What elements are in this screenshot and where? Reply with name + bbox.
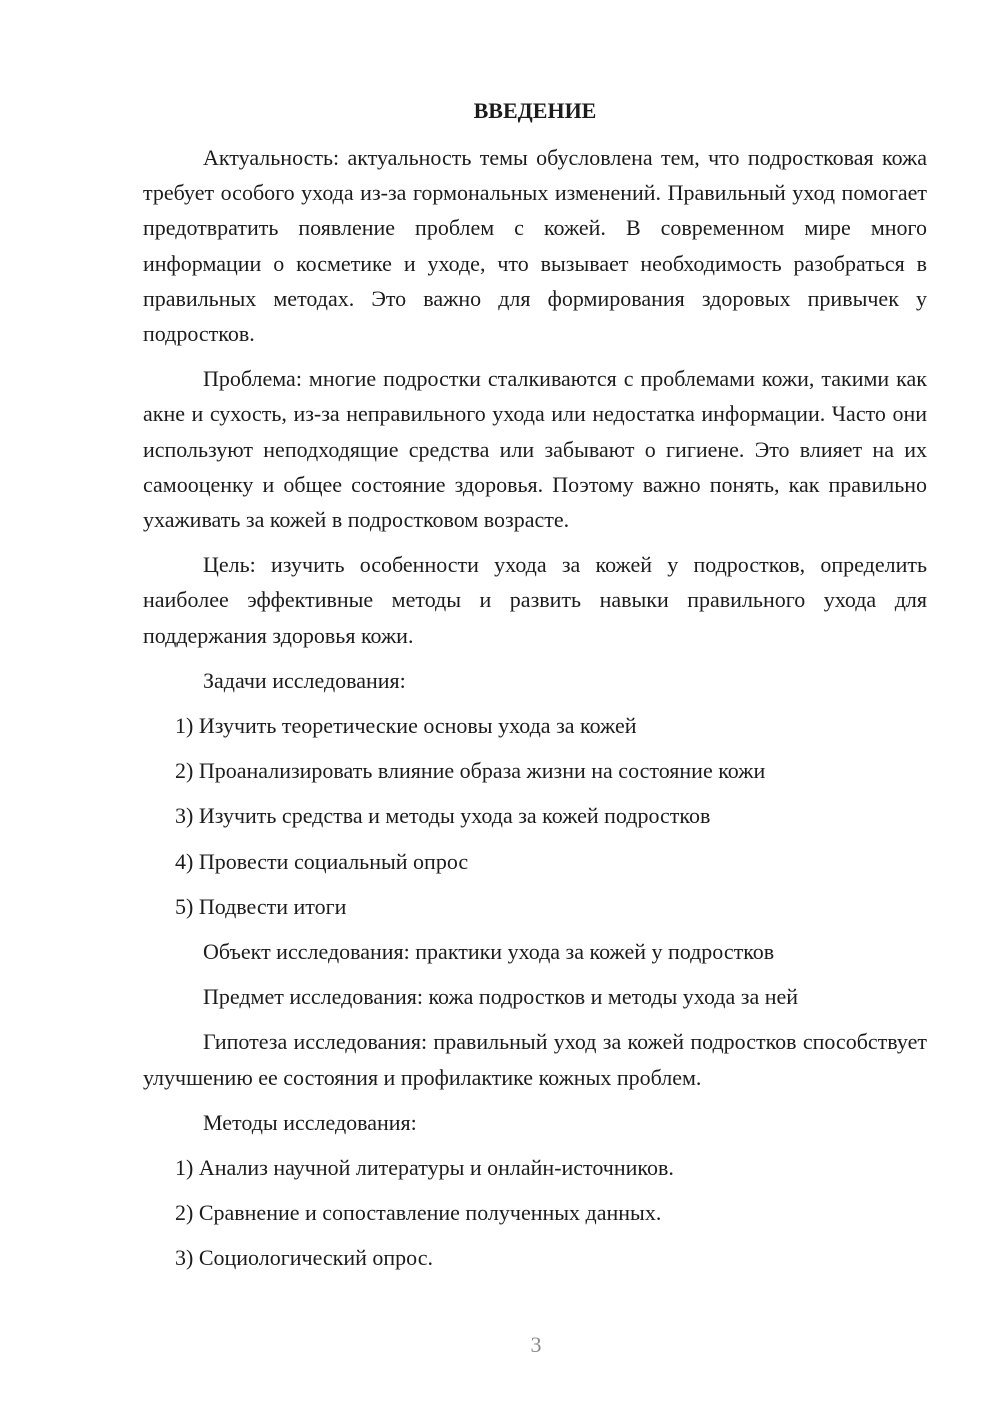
task-item: 5) Подвести итоги <box>175 893 347 919</box>
problem-paragraph: Проблема: многие подростки сталкиваются с проблемами кожи, такими как акне и сухость, из-за неправильного ухода или недостатка информации. Часто они используют неподходящие средства или забывают о гигиене. Это влияет на их самооценку и общее состояние здоровья. Поэтому важно понять, как правильно ухаживать за кожей в подростковом возрасте. <box>143 366 927 533</box>
methods-heading: Методы исследования: <box>203 1109 417 1135</box>
task-item: 3) Изучить средства и методы ухода за кожей подростков <box>175 803 711 829</box>
method-item: 2) Сравнение и сопоставление полученных данных. <box>175 1200 662 1226</box>
object-line: Объект исследования: практики ухода за кожей у подростков <box>203 939 775 965</box>
task-item: 4) Провести социальный опрос <box>175 848 469 874</box>
methods-list <box>143 1150 927 1276</box>
task-item: 2) Проанализировать влияние образа жизни на состояние кожи <box>175 758 766 784</box>
tasks-list <box>143 708 927 924</box>
page-number: 3 <box>530 1332 542 1357</box>
task-item: 1) Изучить теоретические основы ухода за кожей <box>175 713 637 739</box>
page-content <box>143 96 927 1286</box>
section-title: ВВЕДЕНИЕ <box>473 98 597 123</box>
tasks-heading: Задачи исследования: <box>203 667 406 693</box>
subject-line: Предмет исследования: кожа подростков и методы ухода за ней <box>203 984 799 1010</box>
goal-paragraph: Цель: изучить особенности ухода за кожей у подростков, определить наиболее эффективные методы и развить навыки правильного ухода для поддержания здоровья кожи. <box>143 552 927 648</box>
relevance-paragraph: Актуальность: актуальность темы обусловлена тем, что подростковая кожа требует особого ухода из-за гормональных изменений. Правильный уход помогает предотвратить появление проблем с кожей. В современном мире много информации о косметике и уходе, что вызывает необходимость разобраться в правильных методах. Это важно для формирования здоровых привычек у подростков. <box>143 145 927 347</box>
method-item: 1) Анализ научной литературы и онлайн-источников. <box>175 1155 674 1181</box>
hypothesis-paragraph: Гипотеза исследования: правильный уход за кожей подростков способствует улучшению ее состояния и профилактике кожных проблем. <box>143 1029 927 1090</box>
method-item: 3) Социологический опрос. <box>175 1245 433 1271</box>
